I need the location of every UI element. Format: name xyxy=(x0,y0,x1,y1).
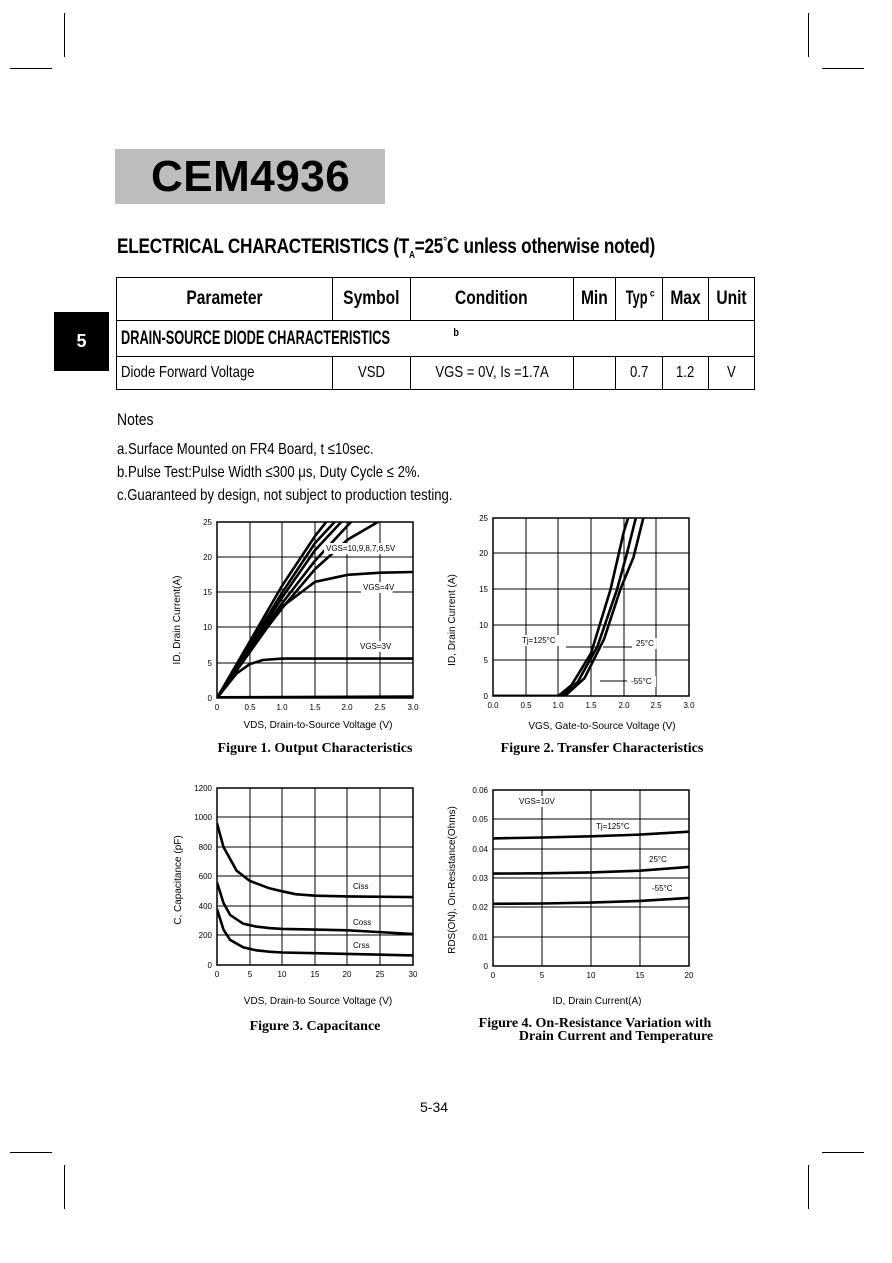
x-tick-label: 0 xyxy=(214,970,220,979)
section-title: DRAIN-SOURCE DIODE CHARACTERISTICS $^b$ xyxy=(117,321,755,357)
y-tick-label: 0 xyxy=(483,962,488,971)
part-number: CEM4936 xyxy=(151,152,351,201)
x-tick-label: 1.5 xyxy=(585,701,597,710)
header-symbol: Symbol xyxy=(333,278,411,321)
page-number: 5-34 xyxy=(420,1099,449,1115)
x-axis-label: VDS, Drain-to-Source Voltage (V) xyxy=(243,720,393,731)
x-tick-label: 10 xyxy=(277,970,287,979)
header-typ: Typ $^c$ xyxy=(616,278,663,321)
y-tick-label: 5 xyxy=(207,659,212,668)
x-tick-label: 30 xyxy=(408,970,418,979)
x-tick-label: 0.0 xyxy=(487,701,499,710)
y-axis-label: C, Capacitance (pF) xyxy=(173,835,184,925)
y-axis-label: RDS(ON), On-Resistance(Ohms) xyxy=(447,806,458,954)
figure-2-caption: Figure 2. Transfer Characteristics xyxy=(500,741,704,756)
y-tick-label: 10 xyxy=(203,623,212,632)
y-tick-label: 0 xyxy=(207,694,212,703)
x-tick-label: 20 xyxy=(684,971,694,980)
note-b: b.Pulse Test:Pulse Width ≤300 μs, Duty Cycle ≤ 2%. xyxy=(117,464,421,481)
series-line xyxy=(217,697,413,698)
x-tick-label: 5 xyxy=(247,970,253,979)
x-tick-label: 1.0 xyxy=(552,701,564,710)
figure-1-caption: Figure 1. Output Characteristics xyxy=(217,741,413,756)
section-heading: ELECTRICAL CHARACTERISTICS ($T_A=25^\circ C$ unless otherwise noted) xyxy=(117,234,656,262)
y-tick-label: 0 xyxy=(483,692,488,701)
figure-3-caption: Figure 3. Capacitance xyxy=(249,1019,381,1034)
x-tick-label: 0.5 xyxy=(520,701,532,710)
series-label: Coss xyxy=(353,918,372,927)
cell-typ: 0.7 xyxy=(616,357,663,390)
x-tick-label: 20 xyxy=(342,970,352,979)
figure-4-caption xyxy=(460,1017,730,1043)
annotation-label: -55°C xyxy=(631,677,652,686)
series-line xyxy=(493,511,630,696)
x-tick-label: 0 xyxy=(490,971,496,980)
x-tick-label: 10 xyxy=(586,971,596,980)
y-tick-label: 20 xyxy=(203,553,212,562)
note-c: c.Guaranteed by design, not subject to production testing. xyxy=(117,487,453,504)
y-tick-label: 1200 xyxy=(194,784,212,793)
y-tick-label: 5 xyxy=(483,656,488,665)
header-unit: Unit xyxy=(709,278,755,321)
y-tick-label: 200 xyxy=(198,931,212,940)
x-tick-label: 2.0 xyxy=(341,703,353,712)
x-tick-label: 0 xyxy=(214,703,220,712)
header-parameter: Parameter xyxy=(117,278,333,321)
series-label: Tj=125°C xyxy=(596,822,630,831)
annotation-label: 25°C xyxy=(636,639,654,648)
x-tick-label: 5 xyxy=(539,971,545,980)
x-tick-label: 1.5 xyxy=(309,703,321,712)
x-tick-label: 2.0 xyxy=(618,701,630,710)
annotation-label: VGS=10V xyxy=(519,797,555,806)
x-tick-label: 25 xyxy=(375,970,385,979)
y-tick-label: 0.05 xyxy=(472,815,488,824)
y-tick-label: 800 xyxy=(198,843,212,852)
x-axis-label: ID, Drain Current(A) xyxy=(552,996,642,1007)
y-tick-label: 0.03 xyxy=(472,874,488,883)
header-condition: Condition xyxy=(410,278,573,321)
x-tick-label: 15 xyxy=(310,970,320,979)
y-tick-label: 10 xyxy=(479,621,488,630)
y-tick-label: 0 xyxy=(207,961,212,970)
note-a: a.Surface Mounted on FR4 Board, t ≤10sec. xyxy=(117,441,374,458)
y-tick-label: 25 xyxy=(479,514,488,523)
y-tick-label: 1000 xyxy=(194,813,212,822)
x-tick-label: 15 xyxy=(635,971,645,980)
cell-symbol: VSD xyxy=(333,357,411,390)
cell-parameter: Diode Forward Voltage xyxy=(117,357,333,390)
x-tick-label: 3.0 xyxy=(407,703,419,712)
y-tick-label: 400 xyxy=(198,902,212,911)
figure-4-caption-line2: Drain Current and Temperature xyxy=(518,1029,714,1044)
series-label: Ciss xyxy=(353,882,369,891)
x-tick-label: 2.5 xyxy=(650,701,662,710)
y-tick-label: 0.02 xyxy=(472,903,488,912)
x-tick-label: 3.0 xyxy=(683,701,695,710)
y-tick-label: 0.01 xyxy=(472,933,488,942)
cell-unit: V xyxy=(709,357,755,390)
annotation-label: VGS=3V xyxy=(360,642,392,651)
y-axis-label: ID, Drain Current (A) xyxy=(447,574,458,666)
section-tab: 5 xyxy=(54,312,109,371)
annotation-label: VGS=10,9,8,7,6,5V xyxy=(326,544,396,553)
annotation-label: VGS=4V xyxy=(363,583,395,592)
notes-title: Notes xyxy=(117,410,154,429)
y-tick-label: 0.06 xyxy=(472,786,488,795)
y-tick-label: 20 xyxy=(479,549,488,558)
x-tick-label: 0.5 xyxy=(244,703,256,712)
cell-condition: VGS = 0V, Is =1.7A xyxy=(410,357,573,390)
header-max: Max xyxy=(663,278,709,321)
x-axis-label: VGS, Gate-to-Source Voltage (V) xyxy=(528,721,676,732)
x-tick-label: 2.5 xyxy=(374,703,386,712)
series-label: Crss xyxy=(353,941,370,950)
figure-4-caption-line1: Figure 4. On-Resistance Variation with xyxy=(478,1016,712,1031)
y-tick-label: 0.04 xyxy=(472,845,488,854)
y-tick-label: 25 xyxy=(203,518,212,527)
x-tick-label: 1.0 xyxy=(276,703,288,712)
series-label: 25°C xyxy=(649,855,667,864)
y-tick-label: 15 xyxy=(479,585,488,594)
header-min: Min xyxy=(573,278,616,321)
annotation-label: Tj=125°C xyxy=(522,636,556,645)
y-tick-label: 600 xyxy=(198,872,212,881)
y-tick-label: 15 xyxy=(203,588,212,597)
series-label: -55°C xyxy=(652,884,673,893)
y-axis-label: ID, Drain Current(A) xyxy=(172,575,183,665)
cell-max: 1.2 xyxy=(663,357,709,390)
x-axis-label: VDS, Drain-to Source Voltage (V) xyxy=(243,996,393,1007)
